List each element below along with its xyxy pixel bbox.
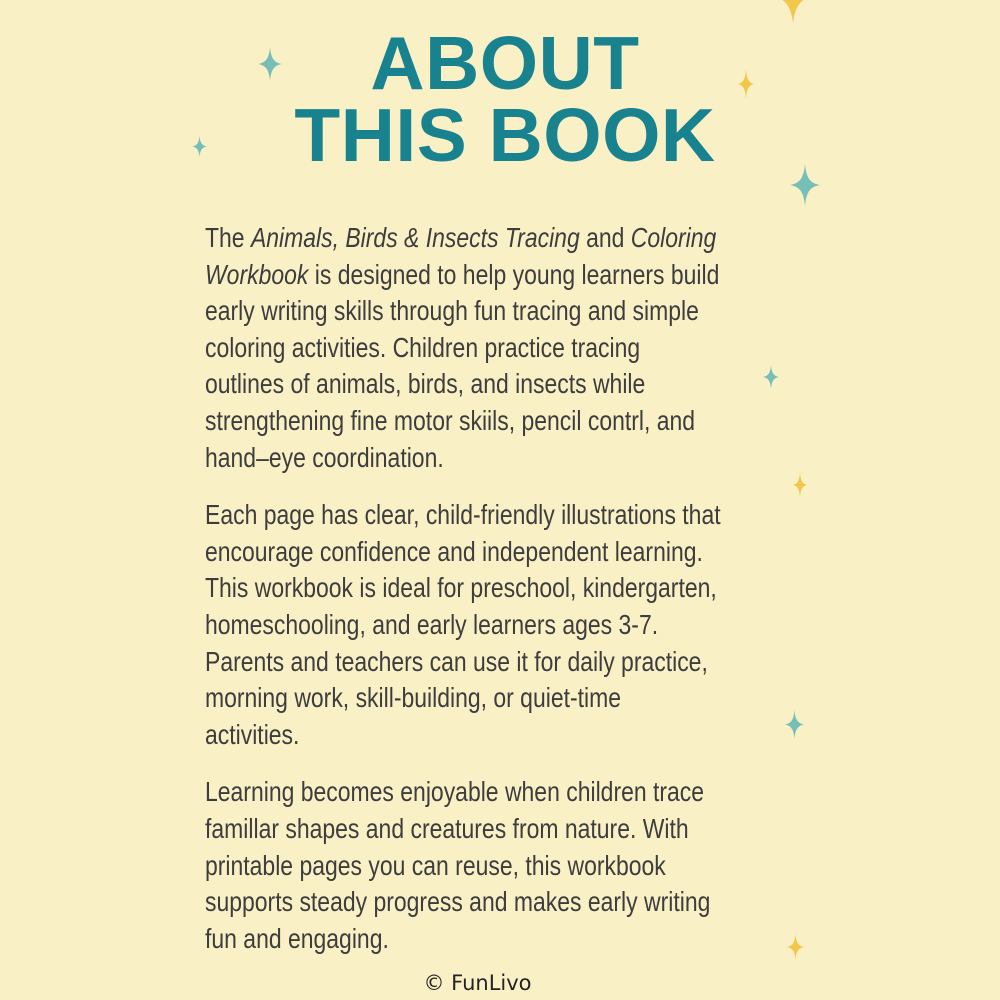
page-title — [5, 21, 1000, 177]
text-line: supports steady progress and makes early writing — [205, 886, 711, 918]
text-line: The Animals, Birds & Insects Tracing and Coloring — [205, 222, 717, 253]
text-line: encourage confidence and independent learning. — [205, 535, 703, 567]
text-line: Workbook is designed to help young learners build — [205, 258, 720, 290]
title-line-1: ABOUT — [370, 21, 640, 105]
text-line: Each page has clear, child-friendly illustrations that — [205, 499, 721, 531]
text-line: activities. — [205, 718, 300, 750]
title-line-2: THIS BOOK — [294, 93, 716, 177]
text-line: Parents and teachers can use it for daily practice, — [205, 645, 708, 677]
text-line: coloring activities. Children practice tracing — [205, 331, 641, 363]
copyright-footer: © FunLivo — [423, 971, 532, 995]
text-line: outlines of animals, birds, and insects while — [205, 368, 646, 400]
text-line: famillar shapes and creatures from nature. With — [205, 812, 689, 844]
text-line: morning work, skill-building, or quiet-time — [205, 682, 621, 714]
text-line: hand–eye coordination. — [205, 441, 444, 473]
body-text — [205, 220, 834, 978]
paragraph — [205, 220, 834, 476]
text-line: fun and engaging. — [205, 922, 389, 954]
text-line: early writing skills through fun tracing and simple — [205, 295, 699, 327]
text-line: strengthening fine motor skiils, pencil contrl, and — [205, 404, 696, 436]
text-line: homeschooling, and early learners ages 3-7. — [205, 608, 659, 640]
text-line: Learning becomes enjoyable when children trace — [205, 776, 705, 808]
text-line: This workbook is ideal for preschool, kindergarten, — [205, 572, 717, 604]
text-line: printable pages you can reuse, this workbook — [205, 849, 666, 881]
paragraph — [205, 497, 834, 753]
paragraph — [205, 774, 834, 957]
sparkle-icon — [765, 0, 821, 23]
